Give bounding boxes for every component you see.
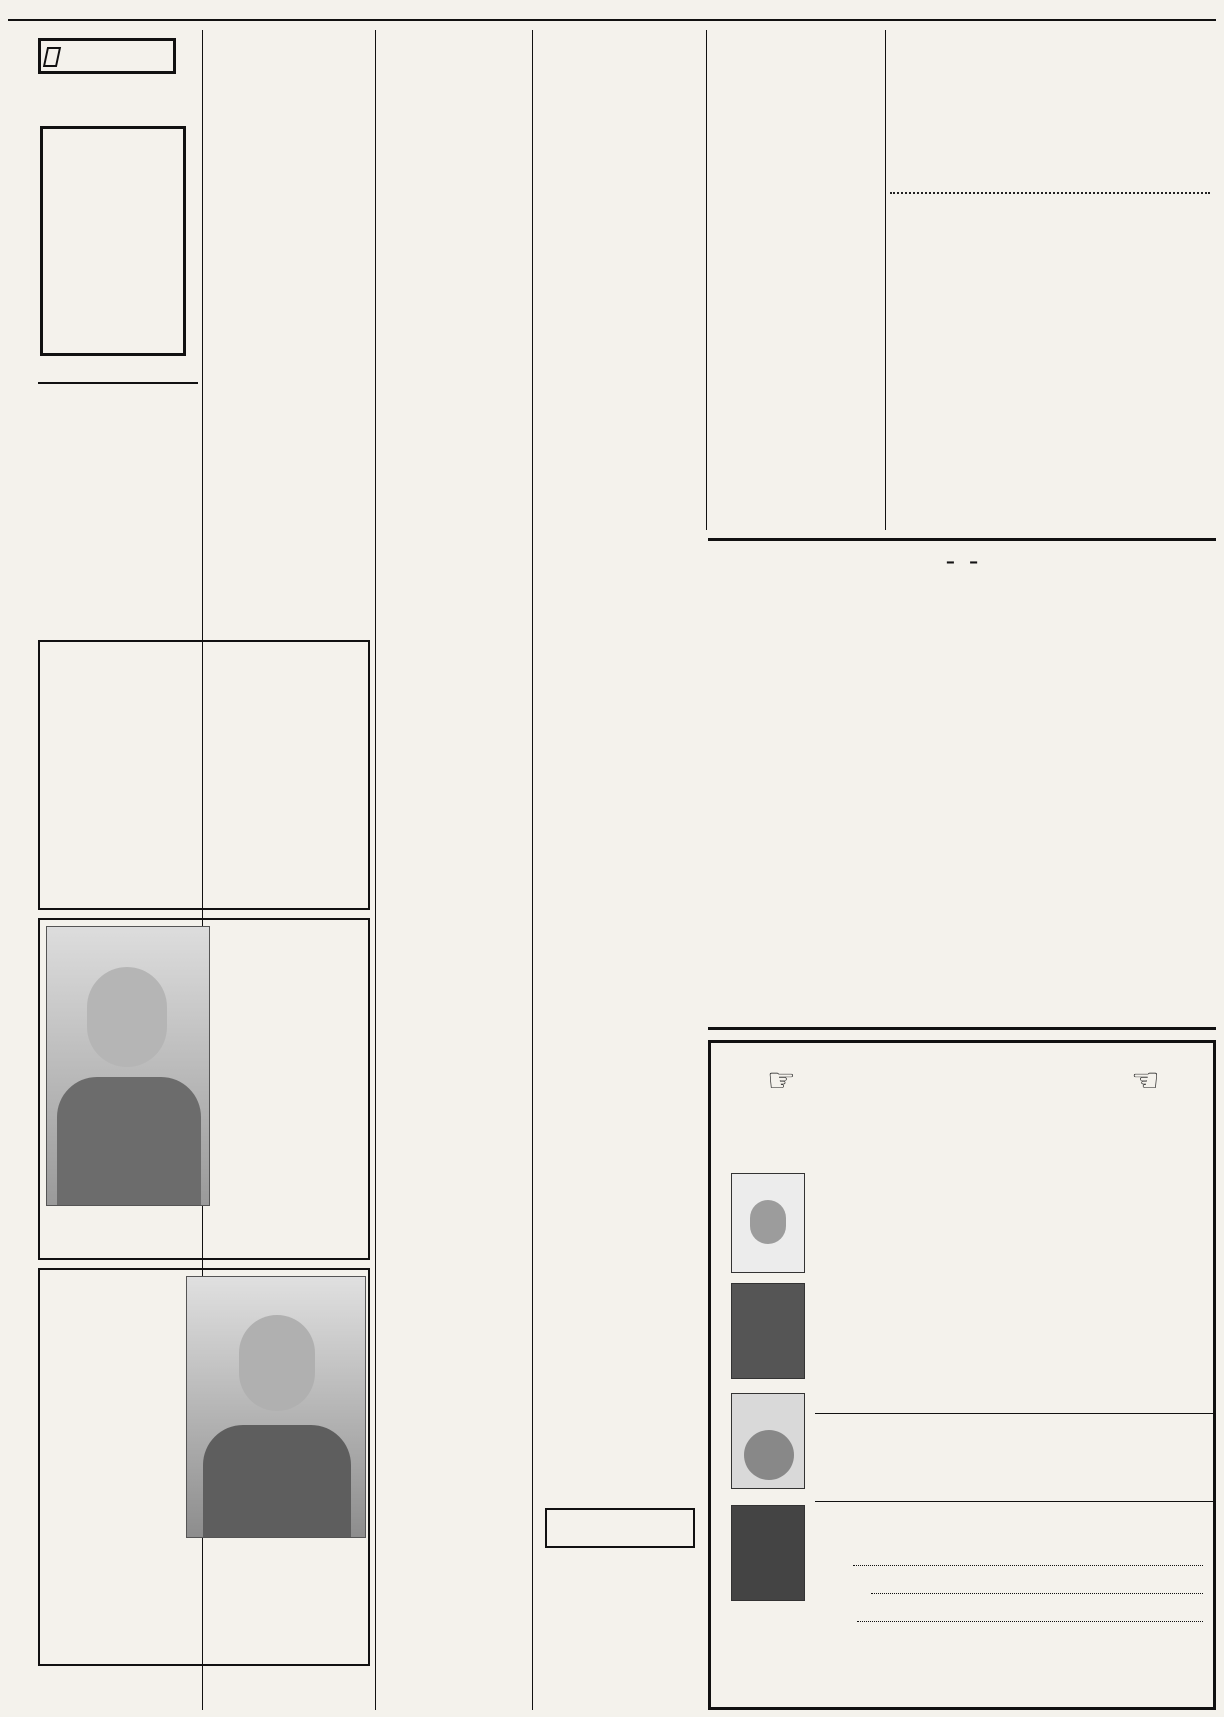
toy-ad: – – [708,538,1216,1030]
pointing-hand-icon: ☞ [1131,1061,1160,1099]
order-state-field[interactable] [857,1621,1203,1622]
letters-to [540,1674,700,1686]
janes-lunch-ad [40,126,186,356]
mccalls-cover [731,1173,805,1273]
seeterlin-ad [38,1268,370,1666]
probate-body [38,410,200,620]
column-rule [885,30,886,530]
seeterlin-photo [186,1276,366,1538]
masthead-rule [8,19,1216,21]
offer-divider [815,1413,1215,1414]
col4-local-news [536,32,704,1502]
column-rule [375,30,376,1710]
magazine-ad [708,1040,1216,1710]
column-rule [706,30,707,530]
pencil-icon [43,47,61,67]
letters-start [550,1686,702,1698]
order-name-field[interactable] [853,1565,1203,1566]
letters-note [540,1556,702,1656]
col5-letter-text [710,32,882,518]
offer-divider [815,1501,1215,1502]
schram-ad [38,918,370,1260]
pathfinder-cover [731,1505,805,1601]
letters-heading-box [545,1508,695,1548]
pointing-hand-icon: ☞ [767,1061,796,1099]
order-address-field[interactable] [871,1593,1203,1594]
col5-signature [790,518,882,530]
col2-local-news [206,32,372,627]
dotted-border [890,192,1210,194]
locals-item [38,78,198,114]
magazine-cover [731,1283,805,1379]
column-rule [532,30,533,1710]
probate-rule [38,382,198,384]
country-home-cover [731,1393,805,1489]
col3-local-news [379,32,529,1712]
auction-ad [890,200,1212,522]
locals-logo [38,38,176,74]
schram-photo [46,926,210,1206]
asthma-ad [1040,36,1214,186]
brands-ad [38,640,370,910]
